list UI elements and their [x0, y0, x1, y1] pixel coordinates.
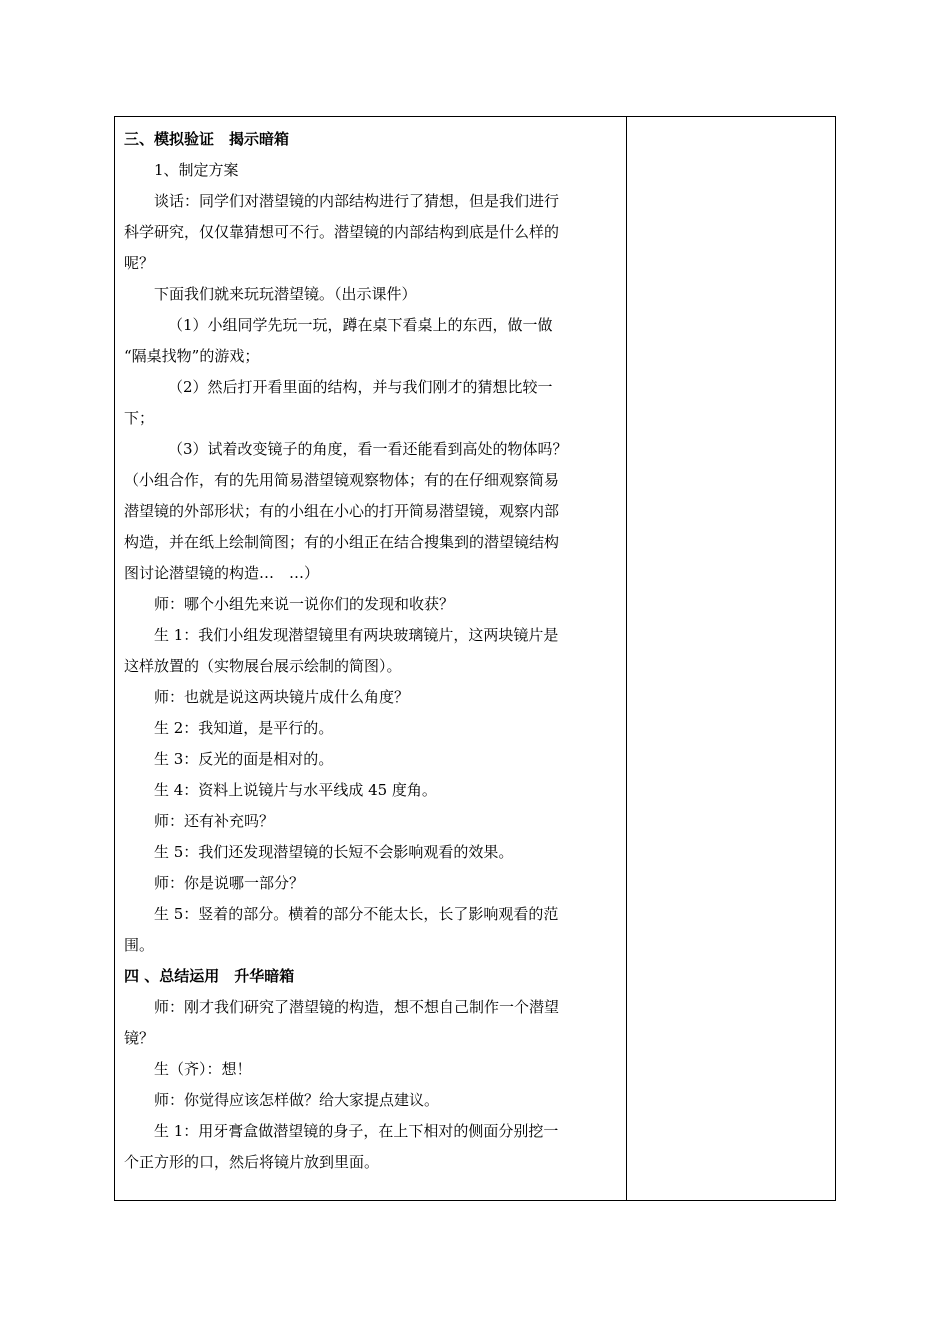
paragraph-line: 生 4：资料上说镜片与水平线成 45 度角。: [154, 781, 437, 799]
paragraph-line: 潜望镜的外部形状；有的小组在小心的打开简易潜望镜，观察内部: [124, 502, 560, 520]
paragraph-line: （小组合作，有的先用简易潜望镜观察物体；有的在仔细观察简易: [124, 471, 560, 489]
lesson-table: [114, 116, 836, 1201]
paragraph-line: 个正方形的口，然后将镜片放到里面。: [124, 1153, 380, 1171]
paragraph-line: 生（齐）：想！: [154, 1060, 252, 1078]
paragraph-line: 呢？: [124, 254, 155, 272]
paragraph-line: 构造，并在纸上绘制简图；有的小组正在结合搜集到的潜望镜结构: [124, 533, 560, 551]
section-3-heading: 三、模拟验证 揭示暗箱: [124, 130, 290, 148]
paragraph-line: 师：还有补充吗？: [154, 812, 275, 830]
paragraph-line: 师：刚才我们研究了潜望镜的构造，想不想自己制作一个潜望: [154, 998, 560, 1016]
section-3-body: [124, 155, 614, 961]
paragraph-line: “隔桌找物”的游戏；: [124, 347, 260, 365]
lesson-content-column: [115, 117, 627, 1200]
paragraph-line: 师：你觉得应该怎样做？给大家提点建议。: [154, 1091, 440, 1109]
paragraph-line: 这样放置的（实物展台展示绘制的简图）。: [124, 657, 402, 675]
paragraph-line: （2）然后打开看里面的结构，并与我们刚才的猜想比较一: [168, 378, 553, 396]
notes-column: [627, 117, 835, 1200]
paragraph-line: 师：哪个小组先来说一说你们的发现和收获？: [154, 595, 455, 613]
paragraph-line: 生 1：用牙膏盒做潜望镜的身子，在上下相对的侧面分别挖一: [154, 1122, 559, 1140]
paragraph-line: 科学研究，仅仅靠猜想可不行。潜望镜的内部结构到底是什么样的: [124, 223, 560, 241]
paragraph-line: 镜？: [124, 1029, 155, 1047]
paragraph-line: 师：你是说哪一部分？: [154, 874, 305, 892]
paragraph-line: 生 1：我们小组发现潜望镜里有两块玻璃镜片，这两块镜片是: [154, 626, 559, 644]
paragraph-line: 生 5：我们还发现潜望镜的长短不会影响观看的效果。: [154, 843, 514, 861]
paragraph-line: 生 5：竖着的部分。横着的部分不能太长，长了影响观看的范: [154, 905, 559, 923]
paragraph-line: 生 3：反光的面是相对的。: [154, 750, 334, 768]
section-4-heading: 四 、总结运用 升华暗箱: [124, 967, 295, 985]
paragraph-line: 谈话：同学们对潜望镜的内部结构进行了猜想，但是我们进行: [154, 192, 560, 210]
paragraph-line: 下面我们就来玩玩潜望镜。（出示课件）: [154, 285, 417, 303]
paragraph-line: 1、制定方案: [154, 161, 239, 179]
paragraph-line: （3）试着改变镜子的角度，看一看还能看到高处的物体吗？: [168, 440, 568, 458]
paragraph-line: 围。: [124, 936, 155, 954]
paragraph-line: 生 2：我知道，是平行的。: [154, 719, 334, 737]
paragraph-line: 下；: [124, 409, 155, 427]
paragraph-line: 图讨论潜望镜的构造… …）: [124, 564, 320, 582]
paragraph-line: （1）小组同学先玩一玩，蹲在桌下看桌上的东西，做一做: [168, 316, 553, 334]
paragraph-line: 师：也就是说这两块镜片成什么角度？: [154, 688, 410, 706]
section-4-body: [124, 992, 614, 1178]
